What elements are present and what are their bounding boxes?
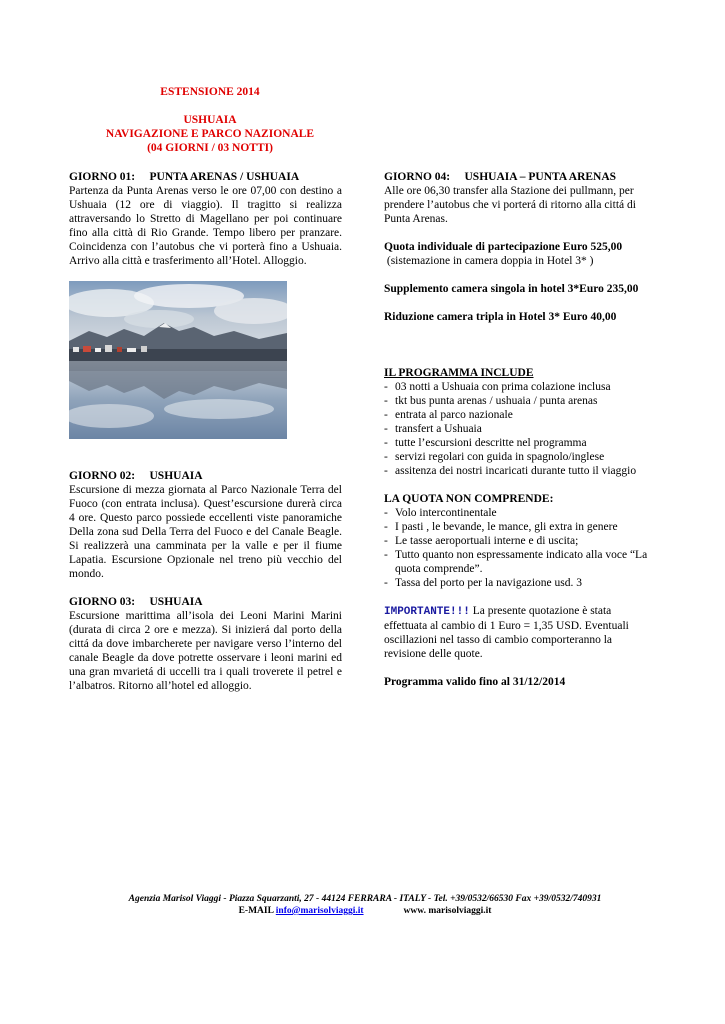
list-item: - tutte l’escursioni descritte nel programma xyxy=(384,436,656,450)
list-item: - transfert a Ushuaia xyxy=(384,422,656,436)
validity-note: Programma valido fino al 31/12/2014 xyxy=(384,676,566,688)
day1-text: Partenza da Punta Arenas verso le ore 07,00 con destino a Ushuaia (12 ore di viaggio). Il tragitto si realizza attraversando lo Stretto di Magellano per poi continuare fino alla città di Rio Grande. Tempo libero per pranzare. Coincidenza con l’autobus che vi porterà fino a Ushuaia. Arrivo alla città e trasferimento all’Hotel. Alloggio. xyxy=(69,185,342,267)
list-item: - entrata al parco nazionale xyxy=(384,408,656,422)
list-item: - Le tasse aeroportuali interne e di uscita; xyxy=(384,534,656,548)
list-item: - tkt bus punta arenas / ushuaia / punta arenas xyxy=(384,394,656,408)
footer-address: Agenzia Marisol Viaggi - Piazza Squarzanti, 27 - 44124 FERRARA - ITALY - Tel. +39/0532/66530 Fax +39/0532/740931 xyxy=(128,894,602,904)
quota-note: (sistemazione in camera doppia in Hotel 3* ) xyxy=(384,255,594,267)
single-supplement: Supplemento camera singola in hotel 3*Euro 235,00 xyxy=(384,283,639,295)
header-subtitle: NAVIGAZIONE E PARCO NAZIONALE xyxy=(105,128,315,140)
list-item: - 03 notti a Ushuaia con prima colazione inclusa xyxy=(384,380,656,394)
header-title: ESTENSIONE 2014 xyxy=(160,86,260,98)
exclude-title: LA QUOTA NON COMPRENDE: xyxy=(384,493,554,505)
important-text: La presente quotazione è stata effettuata al cambio di 1 Euro = 1,35 USD. Eventuali oscillazioni nel tasso di cambio comporteranno la revisione delle quote. xyxy=(384,605,629,660)
right-column xyxy=(384,170,656,689)
day2-title: GIORNO 02: USHUAIA xyxy=(69,470,203,482)
email-link[interactable]: info@marisolviaggi.it xyxy=(275,906,364,916)
email-label: E-MAIL xyxy=(238,906,276,916)
ushuaia-photo xyxy=(69,281,287,439)
footer xyxy=(60,893,670,917)
quota-price: Quota individuale di partecipazione Euro 525,00 xyxy=(384,241,623,253)
important-note xyxy=(384,604,656,661)
day4-title: GIORNO 04: USHUAIA – PUNTA ARENAS xyxy=(384,171,617,183)
list-item: - servizi regolari con guida in spagnolo/inglese xyxy=(384,450,656,464)
day4-text: Alle ore 06,30 transfer alla Stazione dei pullmann, per prendere l’autobus che vi porterá di ritorno alla cittá di Punta Arenas. xyxy=(384,185,636,225)
list-item: - I pasti , le bevande, le mance, gli extra in genere xyxy=(384,520,656,534)
list-item: - Volo intercontinentale xyxy=(384,506,656,520)
day1-title: GIORNO 01: PUNTA ARENAS / USHUAIA xyxy=(69,171,300,183)
left-column xyxy=(69,170,342,693)
footer-contact xyxy=(60,905,670,917)
triple-reduction: Riduzione camera tripla in Hotel 3* Euro 40,00 xyxy=(384,311,617,323)
list-item: - Tutto quanto non espressamente indicato alla voce “La quota comprende”. xyxy=(384,548,656,576)
include-title: IL PROGRAMMA INCLUDE xyxy=(384,367,534,379)
important-label: IMPORTANTE!!! xyxy=(384,606,470,618)
header-destination: USHUAIA xyxy=(183,114,237,126)
include-list xyxy=(384,380,656,478)
day3-text: Escursione marittima all’isola dei Leoni Marini Marini (durata di circa 2 ore e mezza). Si inizierá dal porto della cittá da dove imbarcherete per navigare verso l’interno del canale Beagle da dove potrette osservare i leoni marini ed una gran mvarietá di uccelli tra i quali troverete il petrel e l’albatros. Ritorno all’hotel ed alloggio. xyxy=(69,610,342,692)
day3-title: GIORNO 03: USHUAIA xyxy=(69,596,203,608)
day2-text: Escursione di mezza giornata al Parco Nazionale Terra del Fuoco (con entrata inclusa). Quest’escursione durerà circa 4 ore. Questo parco possiede eccellenti viste panoramiche Della zona sud Della Terra del Fuoco e del Canale Beagle. Si realizzerà una camminata per la valle e per il fiume Lapatia. Escursione Opzionale nel treno più vecchio del mondo. xyxy=(69,484,342,580)
document-header xyxy=(60,85,360,155)
list-item: - assitenza dei nostri incaricati durante tutto il viaggio xyxy=(384,464,656,478)
list-item: - Tassa del porto per la navigazione usd. 3 xyxy=(384,576,656,590)
website: www. marisolviaggi.it xyxy=(403,906,492,916)
exclude-list xyxy=(384,506,656,590)
header-duration: (04 GIORNI / 03 NOTTI) xyxy=(147,142,273,154)
